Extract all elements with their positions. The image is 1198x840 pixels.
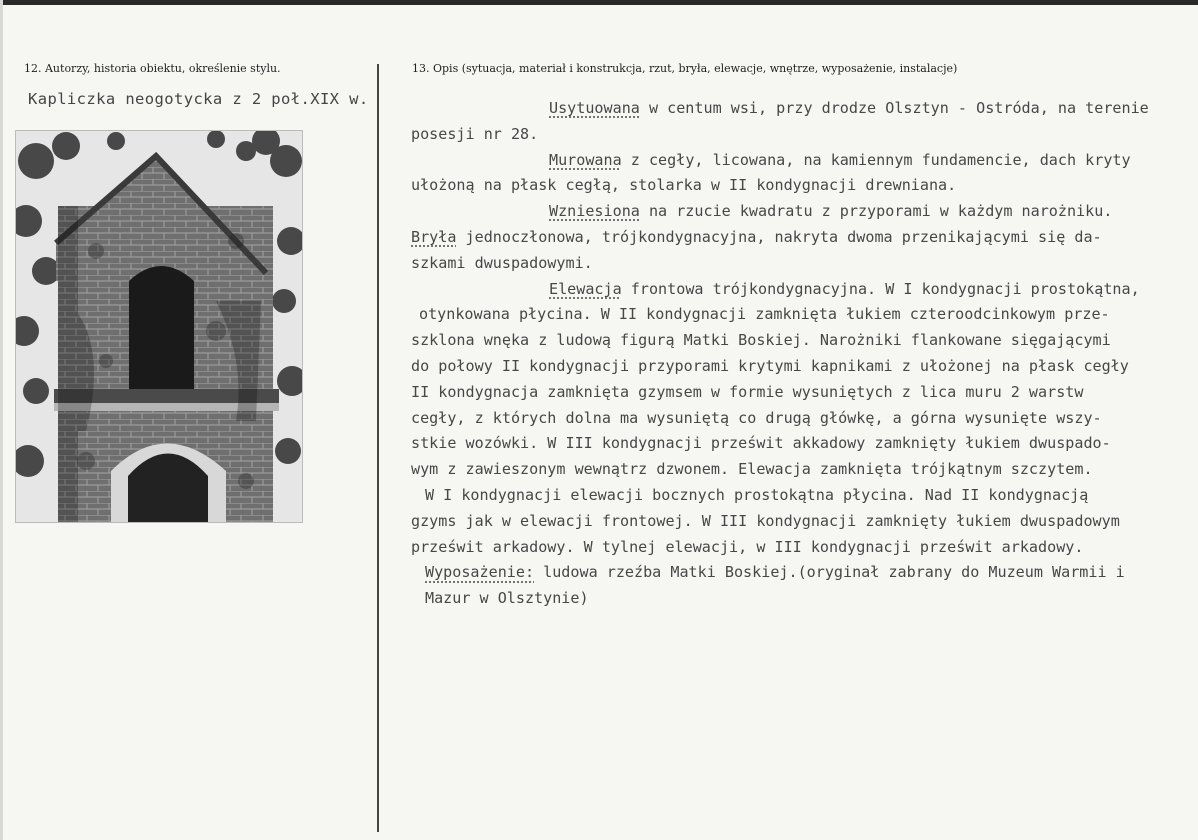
description-line [411, 483, 1198, 509]
description-line [411, 509, 1198, 535]
description-lead-term: Bryła [411, 227, 457, 246]
description-line-text: II kondygnacja zamknięta gzymsem w formie wysuniętych z lica muru 2 warstw [411, 382, 1084, 401]
description-line-text: z cegły, licowana, na kamiennym fundamencie, dach kryty [621, 150, 1131, 169]
description-line [411, 225, 1198, 251]
description-line-text: szkami dwuspadowymi. [411, 253, 593, 272]
description-line-text: do połowy II kondygnacji przyporami krytymi kapnikami z ułożonej na płask cegły [411, 356, 1129, 375]
section-13-header: 13. Opis (sytuacja, materiał i konstrukcja, rzut, bryła, elewacje, wnętrze, wyposażenie, instalacje) [412, 62, 958, 75]
column-divider [377, 64, 379, 832]
description-line [411, 431, 1198, 457]
description-line [411, 328, 1198, 354]
description-line-text: posesji nr 28. [411, 124, 539, 143]
description-line [411, 302, 1198, 328]
description-line-text: stkie wozówki. W III kondygnacji prześwit akkadowy zamknięty łukiem dwuspado- [411, 434, 1111, 453]
description-line-text: otynkowana płycina. W II kondygnacji zamknięta łukiem czteroodcinkowym prze- [419, 305, 1110, 324]
description-line-text: ułożoną na płask cegłą, stolarka w II kondygnacji drewniana. [411, 176, 957, 195]
chapel-photo [15, 130, 303, 523]
description-line-text: prześwit arkadowy. W tylnej elewacji, w III kondygnacji prześwit arkadowy. [411, 537, 1084, 556]
description-line [411, 457, 1198, 483]
description-line [411, 122, 1198, 148]
description-lead-term: Wyposażenie: [425, 563, 535, 582]
description-lead-term: Usytuowana [549, 99, 640, 117]
description-line-text: gzyms jak w elewacji frontowej. W III kondygnacji zamknięty łukiem dwuspadowym [411, 511, 1120, 530]
object-title: Kapliczka neogotycka z 2 poł.XIX w. [28, 90, 369, 108]
description-line-text: Mazur w Olsztynie) [425, 589, 589, 608]
description-line [411, 96, 1198, 122]
description-lead-term: Murowana [549, 150, 622, 169]
description-line [411, 406, 1198, 432]
description-line-text: cegły, z których dolna ma wysuniętą co drugą główkę, a górna wysunięte wszy- [411, 408, 1102, 427]
page-left-edge [0, 0, 3, 840]
description-lead-term: Wzniesiona [549, 202, 640, 221]
chapel-photo-image [16, 131, 302, 522]
description-line-text: na rzucie kwadratu z przyporami w każdym narożniku. [639, 202, 1113, 221]
section-12-header: 12. Autorzy, historia obiektu, określenie stylu. [24, 62, 281, 75]
description-line-text: ludowa rzeźba Matki Boskiej.(oryginał zabrany do Muzeum Warmii i [534, 563, 1125, 582]
description-line [411, 251, 1198, 277]
description-line [411, 560, 1198, 586]
page-top-edge [0, 0, 1198, 5]
description-line-text: w centum wsi, przy drodze Olsztyn - Ostróda, na terenie [639, 99, 1149, 117]
description-line [411, 586, 1198, 612]
description-line [411, 354, 1198, 380]
description-line-text: W I kondygnacji elewacji bocznych prostokątna płycina. Nad II kondygnacją [425, 485, 1089, 504]
description-line [411, 380, 1198, 406]
description-line [411, 535, 1198, 561]
description-line-text: wym z zawieszonym wewnątrz dzwonem. Elewacja zamknięta trójkątnym szczytem. [411, 460, 1093, 479]
description-lead-term: Elewacja [549, 279, 622, 298]
description-text [411, 96, 1198, 616]
description-line [411, 173, 1198, 199]
description-line [411, 148, 1198, 174]
description-line-text: jednoczłonowa, trójkondygnacyjna, nakryta dwoma przenikającymi się da- [456, 227, 1102, 246]
description-line-text: frontowa trójkondygnacyjna. W I kondygnacji prostokątna, [621, 279, 1140, 298]
description-line [411, 199, 1198, 225]
description-line [411, 277, 1198, 303]
description-line-text: szklona wnęka z ludową figurą Matki Boskiej. Narożniki flankowane sięgającymi [411, 331, 1111, 350]
